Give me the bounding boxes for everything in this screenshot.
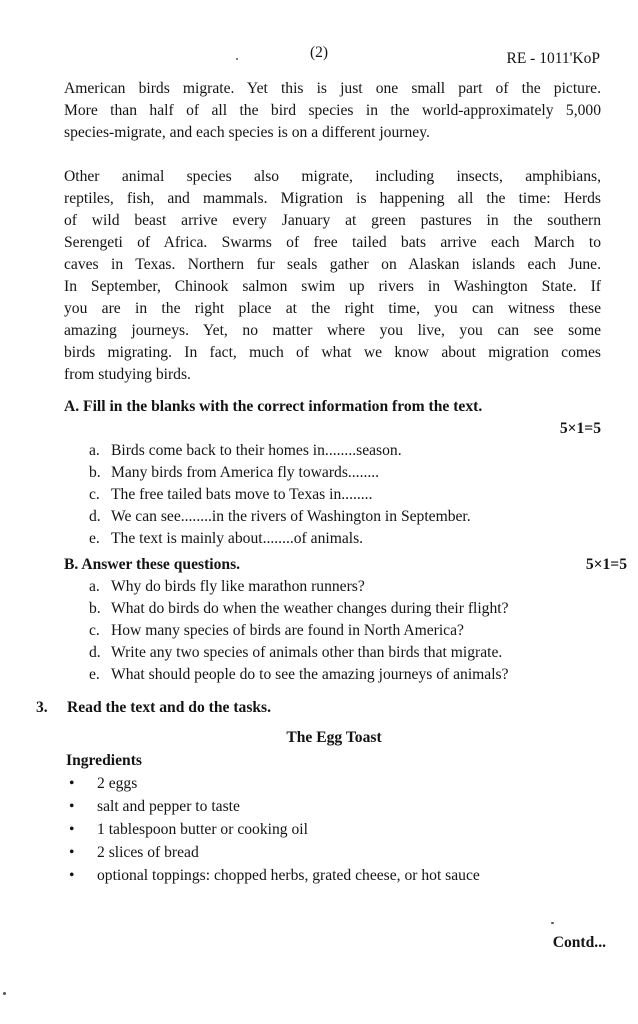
text-line: More than half of all the bird species in the world-approximately 5,000 [64,102,601,119]
text-line: Serengeti of Africa. Swarms of free tailed bats arrive each March to [64,234,601,251]
item-label: e. [89,530,100,547]
text-line: In September, Chinook salmon swim up rivers in Washington State. If [64,278,601,295]
text-line: species-migrate, and each species is on a different journey. [64,124,430,141]
question-number: 3. [36,699,48,716]
ingredient-text: 2 eggs [97,775,138,792]
list-item [66,773,606,796]
text-line: American birds migrate. Yet this is just one small part of the picture. [64,80,601,97]
item-text: What should people do to see the amazing journeys of animals? [111,666,509,683]
list-item [66,865,606,888]
item-label: c. [89,622,100,639]
continued-note: Contd... [552,934,606,951]
item-label: d. [89,644,101,661]
item-text: Many birds from America fly towards........ [111,464,380,481]
section-b-marks: 5×1=5 [585,556,627,573]
scan-speck [236,58,238,60]
section-a-marks: 5×1=5 [559,420,601,437]
item-text: The free tailed bats move to Texas in........ [111,486,373,503]
list-item [89,576,609,598]
item-text: How many species of birds are found in North America? [111,622,464,639]
section-b-title: B. Answer these questions. [64,556,241,573]
item-text: Why do birds fly like marathon runners? [111,578,365,595]
bullet-icon: • [69,798,75,815]
item-text: The text is mainly about........of animals. [111,530,364,547]
ingredient-text: optional toppings: chopped herbs, grated cheese, or hot sauce [97,867,480,884]
list-item [89,642,609,664]
paragraph-1 [64,78,601,144]
list-item [66,796,606,819]
list-item [89,620,609,642]
item-label: c. [89,486,100,503]
list-item [89,484,609,506]
ingredient-text: salt and pepper to taste [97,798,240,815]
item-label: d. [89,508,101,525]
text-line: you are in the right place at the right time, you can witness these [64,300,601,317]
section-a-heading [64,396,601,418]
bullet-icon: • [69,844,75,861]
question-instruction: Read the text and do the tasks. [67,699,272,716]
recipe-title: The Egg Toast [286,729,382,746]
item-label: a. [89,442,100,459]
section-b-heading [64,554,627,576]
text-line: reptiles, fish, and mammals. Migration is happening all the time: Herds [64,190,601,207]
paper-code: RE - 1011'KoP [506,50,600,67]
section-b-list [89,576,609,686]
list-item [89,462,609,484]
text-line: of wild beast arrive every January at green pastures in the southern [64,212,601,229]
text-line: from studying birds. [64,366,191,383]
scan-speck [3,992,6,995]
list-item [89,664,609,686]
bullet-icon: • [69,821,75,838]
ingredients-heading: Ingredients [66,752,142,769]
paragraph-2 [64,166,601,386]
list-item [66,819,606,842]
item-text: Write any two species of animals other than birds that migrate. [111,644,503,661]
ingredient-text: 2 slices of bread [97,844,199,861]
item-label: b. [89,464,101,481]
scan-speck [551,922,554,924]
bullet-icon: • [69,775,75,792]
item-text: What do birds do when the weather changes during their flight? [111,600,509,617]
text-line: birds migrating. In fact, much of what we know about migration comes [64,344,601,361]
item-label: a. [89,578,100,595]
text-line: caves in Texas. Northern fur seals gather on Alaskan islands each June. [64,256,601,273]
list-item [89,440,609,462]
ingredient-text: 1 tablespoon butter or cooking oil [97,821,308,838]
ingredients-list [66,773,606,888]
text-line: amazing journeys. Yet, no matter where you live, you can see some [64,322,601,339]
item-text: Birds come back to their homes in........season. [111,442,402,459]
list-item [89,598,609,620]
list-item [89,528,609,550]
page-number: (2) [309,44,329,61]
list-item [89,506,609,528]
section-a-list [89,440,609,550]
question-3-heading [36,697,271,719]
bullet-icon: • [69,867,75,884]
section-a-title: A. Fill in the blanks with the correct information from the text. [64,398,483,415]
text-line: Other animal species also migrate, including insects, amphibians, [64,168,601,185]
item-label: b. [89,600,101,617]
list-item [66,842,606,865]
item-text: We can see........in the rivers of Washington in September. [111,508,471,525]
item-label: e. [89,666,100,683]
